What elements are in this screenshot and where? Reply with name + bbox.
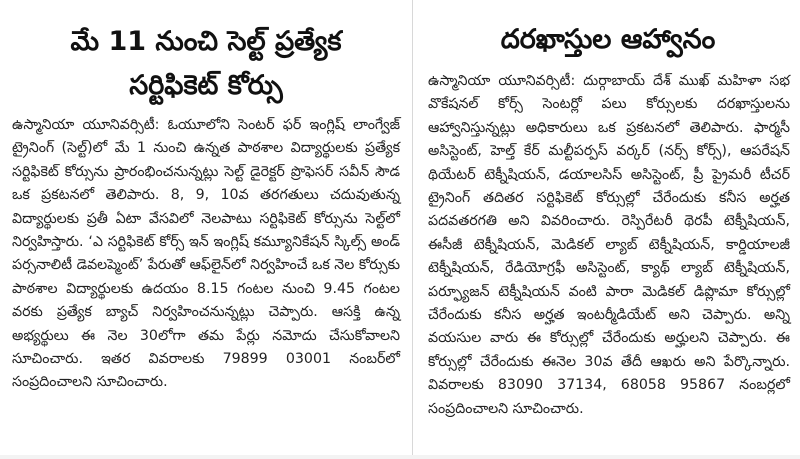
- bottom-edge: [0, 455, 800, 459]
- left-headline-line2: సర్టిఫికెట్ కోర్సు: [129, 70, 283, 101]
- right-headline: దరఖాస్తుల ఆహ్వానం: [500, 24, 716, 55]
- left-headline-line1: మే 11 నుంచి సెల్ట్ ప్రత్యేక: [70, 26, 342, 57]
- right-article: [416, 0, 800, 459]
- left-headline: [0, 0, 412, 108]
- right-article-body: ఉస్మానియా యూనివర్సిటీ: దుర్గాబాయ్ దేశ్ ముఖ్ మహిళా సభ వొకేషనల్ కోర్స్ సెంటర్లో పలు కోర్సులకు దరఖాస్తులను ఆహ్వానిస్తున్నట్లు అధికారులు ఒక ప్రకటనలో తెలిపారు. ఫార్మసీ అసిస్టెంట్, హెల్త్ కేర్ మల్టీపర్పస్ వర్కర్ (నర్స్ కోర్స్), ఆపరేషన్ థియేటర్ టెక్నీషియన్, డయాలసిస్ అసిస్టెంట్, ప్రీ ప్రైమరీ టీచర్ ట్రైనింగ్ తదితర సర్టిఫికెట్ కోర్సుల్లో చేరేందుకు కనీస అర్హత పదవతరగతి అని వివరించారు. రెస్పిరేటరీ థెరపీ టెక్నీషియన్, ఈసీజీ టెక్నీషియన్, మెడికల్ ల్యాబ్ టెక్నీషియన్, కార్డియాలజీ టెక్నీషియన్, రేడియోగ్రఫీ అసిస్టెంట్, క్యాథ్ ల్యాబ్ టెక్నీషియన్, పర్ఫ్యూజన్ టెక్నీషియన్ వంటి పారా మెడికల్ డిప్లొమా కోర్సుల్లో చేరేందుకు కనీస అర్హత ఇంటర్మీడియేట్ అని చెప్పారు. అన్ని వయసుల వారు ఈ కోర్సుల్లో చేరేందుకు అర్హులని చెప్పారు. ఈ కోర్సుల్లో చేరేందుకు ఈనెల 30వ తేదీ ఆఖరు అని పేర్కొన్నారు. వివరాలకు 83090 37134, 68058 95867 నంబర్లలో సంప్రదించాలని సూచించారు.: [428, 73, 790, 417]
- left-article-body: ఉస్మానియా యూనివర్సిటీ: ఓయూలోని సెంటర్ ఫర్ ఇంగ్లిష్ లాంగ్వేజ్ ట్రైనింగ్ (సెల్ట్)లో మే 1 నుంచి ఉన్నత పాఠశాల విద్యార్థులకు ప్రత్యేక సర్టిఫికెట్ కోర్సును ప్రారంభించనున్నట్లు సెల్ట్ డైరెక్టర్ ప్రొఫెసర్ సవీన్ సౌడ ఒక ప్రకటనలో తెలిపారు. 8, 9, 10వ తరగతులు చదువుతున్న విద్యార్థులకు ప్రతీ ఏటా వేసవిలో నెలపాటు సర్టిఫికెట్ కోర్సును సెల్ట్‌లో నిర్వహిస్తారు. ‘ఎ సర్టిఫికెట్ కోర్స్ ఇన్ ఇంగ్లిష్ కమ్యూనికేషన్ స్కిల్స్ అండ్ పర్సనాలిటీ డెవలప్మెంట్’ పేరుతో ఆఫ్‌లైన్‌లో నిర్వహించే ఒక నెల కోర్సుకు పాఠశాల విద్యార్థులకు ఉదయం 8.15 గంటల నుంచి 9.45 గంటల వరకు ప్రత్యేక బ్యాచ్ నిర్వహించనున్నట్లు చెప్పారు. ఆసక్తి ఉన్న అభ్యర్థులు ఈ నెల 30లోగా తమ పేర్లు నమోదు చేసుకోవాలని సూచించారు. ఇతర వివరాలకు 79899 03001 నంబర్‌లో సంప్రదించాలని సూచించారు.: [12, 117, 400, 391]
